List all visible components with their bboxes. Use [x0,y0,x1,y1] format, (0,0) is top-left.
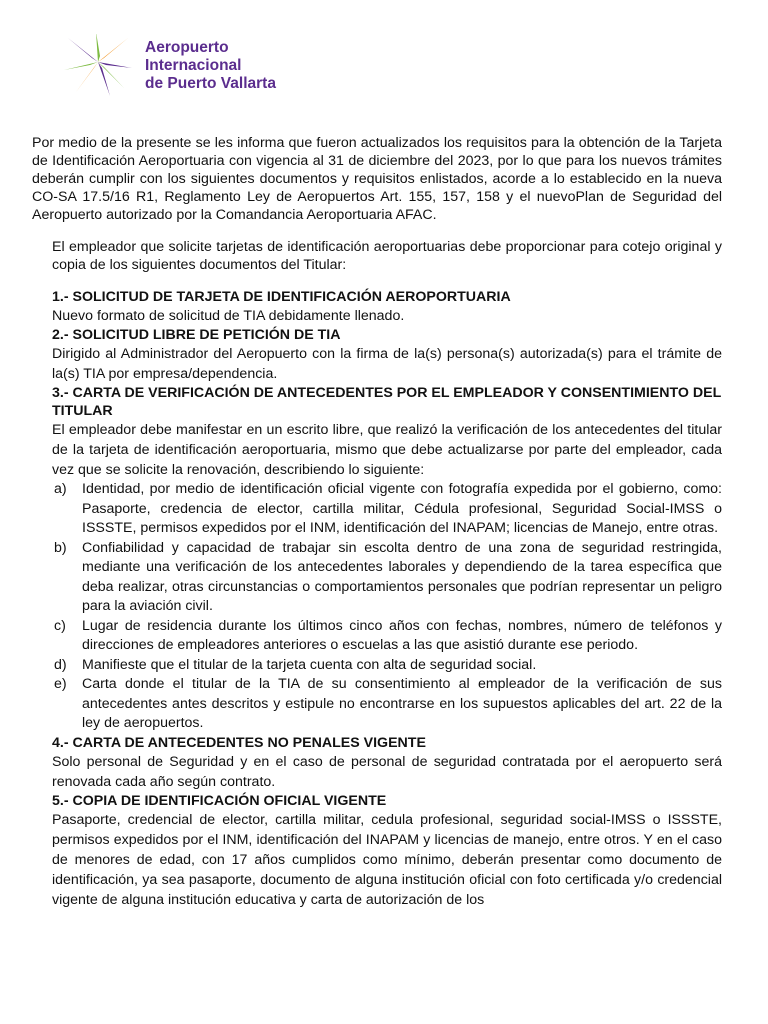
sections [52,288,722,910]
section-body-4: Solo personal de Seguridad y en el caso de personal de seguridad contratada por el aeropuerto será renovada cada año según contrato. [52,753,722,790]
requirement-list [52,480,722,734]
list-item-text: Manifieste que el titular de la tarjeta cuenta con alta de seguridad social. [82,656,537,673]
section-body-2: Dirigido al Administrador del Aeropuerto con la firma de la(s) persona(s) autorizada(s) para el trámite de la(s) TIA por empresa/dependencia. [52,346,722,382]
logo-line-1: Aeropuerto [145,39,229,56]
section-body-1: Nuevo formato de solicitud de TIA debidamente llenado. [52,308,405,324]
list-letter: e) [54,676,67,692]
logo-line-3: de Puerto Vallarta [145,75,276,92]
list-item [52,480,722,539]
section-body-5: Pasaporte, credencial de elector, cartilla militar, cedula profesional, seguridad social-IMSS o ISSSTE, permisos expedidos por el INM, identificación del INAPAM y licencias de manejo, entre otros. Y en el caso de menores de edad, con 17 años cumplidos como mínimo, deberán presentar como documento de identificación, ya sea pasaporte, documento de alguna institución oficial con foto certificada y/o credencial vigente de alguna institución educativa y carta de autorización de los [52,811,722,908]
list-item-text: Identidad, por medio de identificación oficial vigente con fotografía expedida por el gobierno, como: Pasaporte, credencia de elector, cartilla militar, Cédula profesional, Seguridad Social-IMSS o ISSSTE, permisos expedidos por el INM, identificación del INAPAM; licencias de Manejo, entre otras. [82,481,722,536]
list-letter: d) [54,656,67,673]
list-item [52,617,722,656]
list-item-text: Lugar de residencia durante los últimos cinco años con fechas, nombres, número de teléfonos y direcciones de empleadores anteriores o escuelas a las que asistió durante ese periodo. [82,617,722,653]
section-heading-1: 1.- SOLICITUD DE TARJETA DE IDENTIFICACIÓN AEROPORTUARIA [52,289,511,305]
list-item-text: Carta donde el titular de la TIA de su consentimiento al empleador de la verificación de sus antecedentes antes descritos y estipule no encontrarse en los supuestos aplicables del art. 22 de la ley de aeropuertos. [82,676,722,731]
list-letter: c) [54,617,66,634]
list-item [52,656,722,676]
document-body [32,134,722,910]
list-item-text: Confiabilidad y capacidad de trabajar sin escolta dentro de una zona de seguridad restringida, mediante una verificación de los antecedentes laborales y dependiendo de la tarea específica que deba realizar, otras circunstancias o comportamientos personales que podrían representar un peligro para la aviación civil. [82,539,722,614]
logo-text [145,39,276,93]
intro-paragraph: Por medio de la presente se les informa que fueron actualizados los requisitos para la obtención de la Tarjeta de Identificación Aeroportuaria con vigencia al 31 de diciembre del 2023, por lo que para los nuevos trámites deberán cumplir con los siguientes documentos y requisitos enlistados, acorde a lo establecido en la nueva CO-SA 17.5/16 R1, Reglamento Ley de Aeropuertos Art. 155, 157, 158 y el nuevoPlan de Seguridad del Aeropuerto autorizado por la Comandancia Aeroportuaria AFAC. [32,135,722,223]
list-letter: a) [54,481,67,497]
section-heading-5: 5.- COPIA DE IDENTIFICACIÓN OFICIAL VIGENTE [52,792,387,809]
list-letter: b) [54,539,67,556]
list-item [52,675,722,734]
subintro-paragraph: El empleador que solicite tarjetas de identificación aeroportuarias debe proporcionar para cotejo original y copia de los siguientes documentos del Titular: [52,239,722,273]
airport-logo [60,34,300,96]
list-item [52,539,722,617]
section-heading-4: 4.- CARTA DE ANTECEDENTES NO PENALES VIGENTE [52,734,426,751]
section-heading-3: 3.- CARTA DE VERIFICACIÓN DE ANTECEDENTES POR EL EMPLEADOR Y CONSENTIMIENTO DEL TITULAR [52,385,721,419]
section-body-3: El empleador debe manifestar en un escrito libre, que realizó la verificación de los antecedentes del titular de la tarjeta de identificación aeroportuaria, mismo que debe actualizarse por parte del empleador, cada vez que se solicite la renovación, describiendo lo siguiente: [52,422,722,478]
logo-line-2: Internacional [145,57,242,74]
star-logo-icon [60,34,138,96]
section-heading-2: 2.- SOLICITUD LIBRE DE PETICIÓN DE TIA [52,327,341,343]
